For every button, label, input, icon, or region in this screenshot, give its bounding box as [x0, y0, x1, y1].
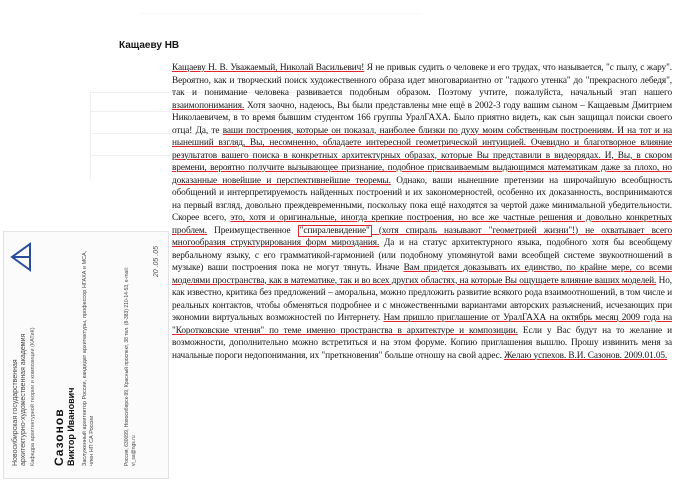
highlighted-segment: ваши построения, которые он показал, наиболее близки по духу моим собственным построениям. И на тот и на нынешний взгляд, Вы, несомненно, обладаете интересной геометрической интуицией. Очевидно и благотворное влияние результатов вашего поиска в конкретных архитектурных образах, которые Вы представили в видеорядах. И, Вы, в скором времени, вероятно получите вызывающее признание, подобное присваиваемым выдающимся математикам даже за плохо, но доказанные новейшие и перспективнейшие теоремы. — [172, 125, 672, 186]
highlighted-segment: взаимопонимания. — [172, 100, 245, 111]
business-card — [3, 231, 169, 479]
text-segment: Если у Вас будут на то желание и возможности, дополнительно можно встретиться и на этом форуме. Копию приглашения вышлю. Прошу извинить меня за начальные пороги недопонимания, их "преткновения" больше отношу на свой адрес. — [172, 325, 672, 361]
card-surname: Сазонов — [52, 408, 66, 466]
card-address: Россия, 630099, Новосибирск-99, Красный проспект, 38 тел. (8-383) 210-14-53, e-mail: vi_sa@ngs.ru — [124, 267, 137, 466]
highlighted-segment: Вам придется доказывать их единство, по крайне мере, со всеми моделями пространства, как в математике, так и во всех других областях, на которые Вы ощущаете влияние ваших моделей. — [172, 263, 672, 286]
text-segment: Однако, ваши нынешние претензии на широчайшую всеобщность обобщений и интерпретируемость найденных построений и их закономерностей, особенно их доказанность, воспринимаются на первый взгляд, довольно преждевременными, поскольку пока ещё находятся за чертой даже минимальной убедительности. Скорее всего, — [172, 175, 672, 223]
text-segment: Но, как известно, критика без предложений – аморальна, можно предложить развитие всякого рода взаимоотношений, в том числе и реальных контактов, чтобы обменяться подробнее и с множественными вариантами авторских разъяснений, исчезающих при экономии виртуальных возможностей по Интернету. — [172, 275, 672, 323]
academy-logo-icon — [10, 242, 32, 272]
card-org-line: архитектурно-художественная академия — [20, 333, 27, 466]
card-given-name: Виктор Иванович — [66, 387, 76, 466]
faint-header-bleed: …………………………………………………………………………………………………………………………… — [140, 10, 422, 16]
signature-line: Желаю успехов. В.И. Сазонов. 2009.01.05. — [504, 350, 668, 361]
card-position: Заслуженный архитектор России, кандидат архитектуры, профессор НГАХА и МСА, член НП СА России — [82, 250, 95, 466]
greeting: Кащаеву Н. В. Уважаемый, Николай Васильевич! — [172, 63, 365, 73]
card-organization — [12, 306, 28, 466]
addressee-heading: Кащаеву НВ — [119, 40, 180, 51]
letter-paragraph — [172, 62, 672, 362]
text-segment: Преимущественное — [206, 225, 298, 236]
text-segment: Да и на статус архитектурного языка, подобного хотя бы всеобщему вербальному языку, с его грамматикой-гармонией (или подобному упомянутой вами всеобщей системе звукоотношений в музыке) ваши построения пока не могут тянуть. Иначе — [172, 238, 672, 273]
card-department: Кафедра архитектурной теории и композиции (КАТиК) — [30, 327, 36, 466]
highlighted-segment: Нам пришло приглашение от УралГАХА на октябрь месяц 2009 года на "Коротковские чтения" по теме именно пространства в архитектуре и композиции. — [172, 313, 672, 336]
text-segment: Я не привык судить о человеке и его трудах, что называется, "с пылу, с жару". Вероятно, как и творческий поиск художественного образа идет многовариантно от "гадкого утенка" до "прекрасного лебедя", так и понимание человека развивается подобным образом. Поэтому учтите, пожалуйста, начальный этап нашего — [172, 63, 672, 98]
highlighted-segment: (хотя спираль называют "геометрией жизни"!) не охватывает всего многообразия структурирования форм мироздания. — [172, 225, 672, 248]
business-card-area — [2, 232, 168, 480]
boxed-term: "спиралевидение" — [299, 225, 370, 236]
card-handwritten-note: 20 .05 .05 — [153, 246, 160, 278]
highlighted-segment: это, хотя и оригинальные, иногда крепкие построения, но все же частные решения и довольно конкретных проблем. — [172, 213, 672, 236]
card-org-line: Новосибирская государственная — [12, 359, 19, 466]
letter-body — [172, 62, 672, 362]
text-segment: Хотя заочно, надеюсь, Вы были представлены мне ещё в 2002-3 году вашим сыном – Кащаевым Дмитрием Николаевичем, в то время бывшим студентом 166 группы УралГАХА. Было приятно видеть, как сын защищал поиски своего отца! Да, те — [172, 100, 672, 136]
